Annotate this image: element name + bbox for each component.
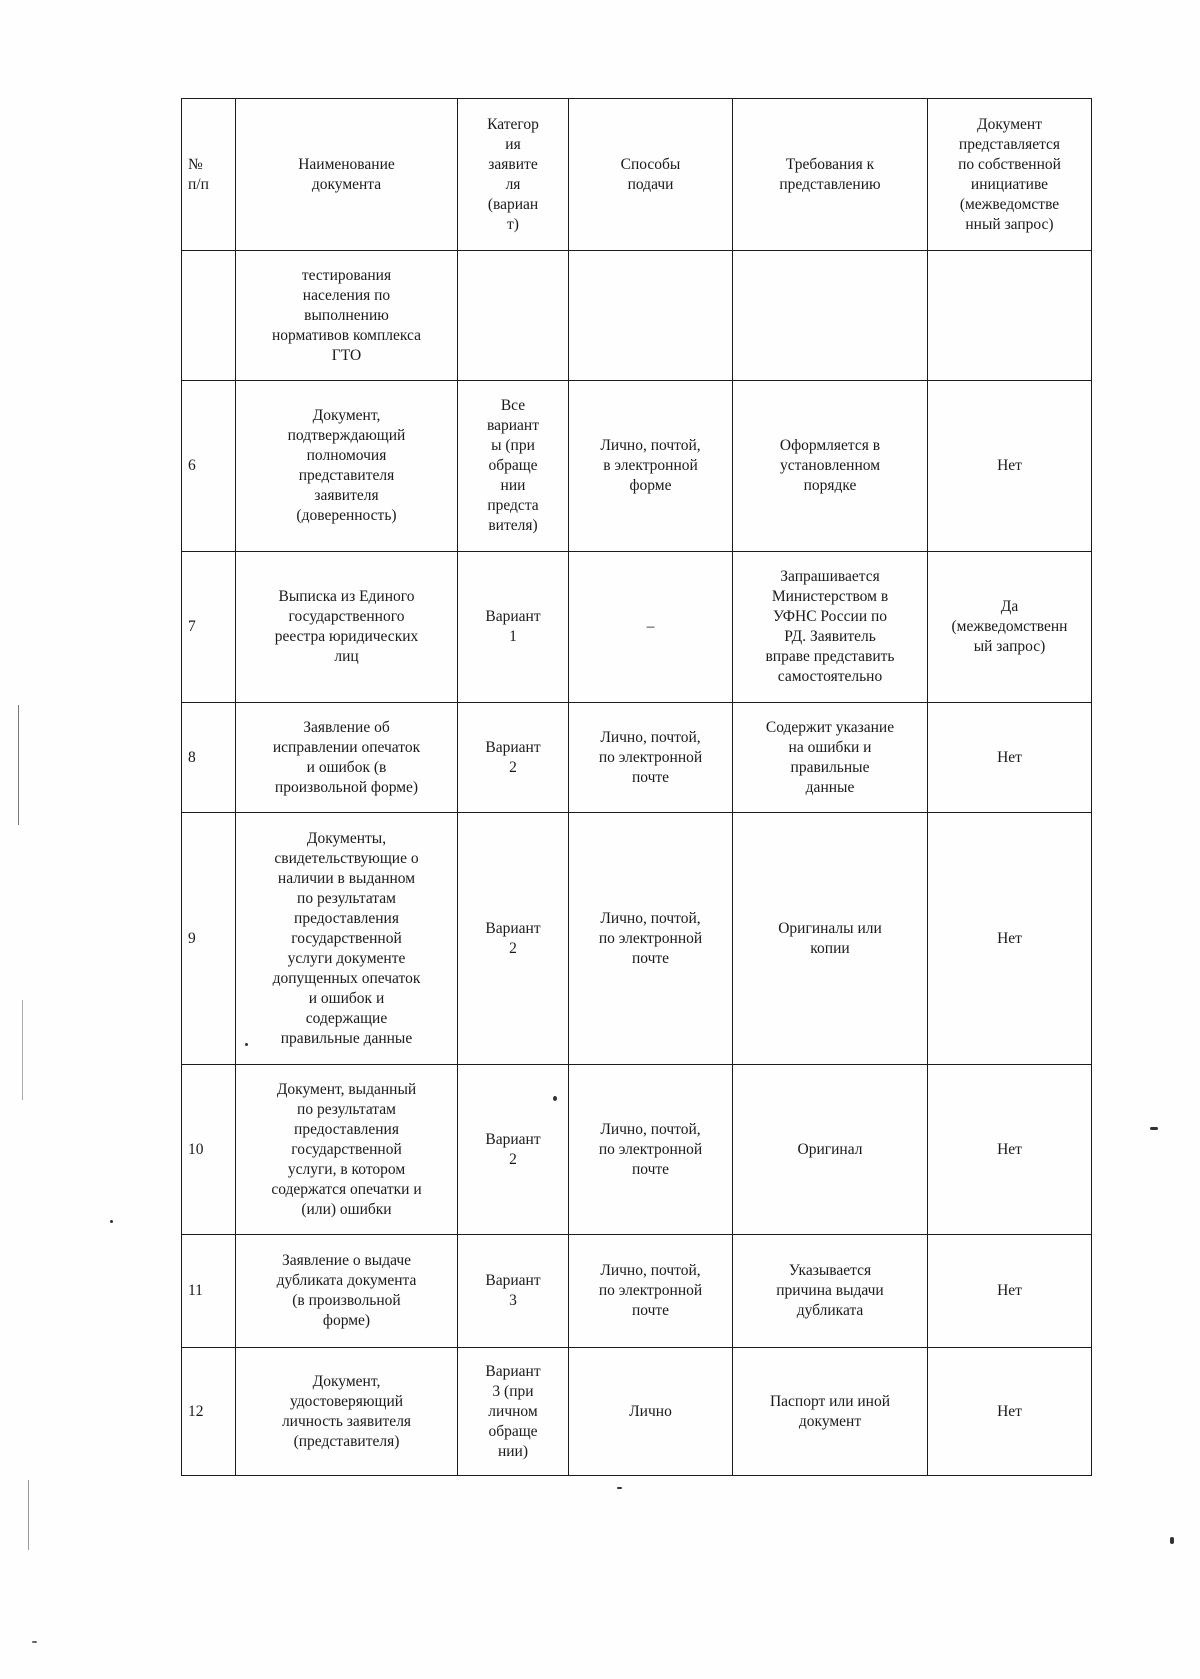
row-requirements: Оригинал (733, 1065, 928, 1235)
header-submission-methods: Способы подачи (569, 99, 733, 251)
row-category: Вариант 1 (458, 552, 569, 703)
row-methods: Лично, почтой, в электронной форме (569, 381, 733, 552)
scan-artifact-line (28, 1480, 29, 1550)
row-number (182, 251, 236, 381)
row-requirements: Оформляется в установленном порядке (733, 381, 928, 552)
row-category: Вариант 2 (458, 813, 569, 1065)
table-row (182, 703, 1092, 813)
scan-artifact-speck (553, 1096, 557, 1101)
row-methods: Лично, почтой, по электронной почте (569, 1235, 733, 1348)
header-number: № п/п (182, 99, 236, 251)
row-methods (569, 251, 733, 381)
table-row (182, 251, 1092, 381)
row-requirements: Оригиналы или копии (733, 813, 928, 1065)
row-document-name: тестирования населения по выполнению нормативов комплекса ГТО (236, 251, 458, 381)
row-document-name: Заявление об исправлении опечаток и ошибок (в произвольной форме) (236, 703, 458, 813)
row-initiative: Нет (928, 1348, 1092, 1476)
row-category: Вариант 2 (458, 703, 569, 813)
scan-artifact-line (22, 1000, 23, 1100)
header-applicant-category: Категор ия заявите ля (вариан т) (458, 99, 569, 251)
row-number: 12 (182, 1348, 236, 1476)
row-initiative: Нет (928, 1065, 1092, 1235)
documents-table (181, 98, 1092, 1476)
row-document-name: Документы, свидетельствующие о наличии в выданном по результатам предоставления государственной услуги документе допущенных опечаток и ошибок и содержащие правильные данные (236, 813, 458, 1065)
table-row (182, 552, 1092, 703)
row-methods: Лично, почтой, по электронной почте (569, 1065, 733, 1235)
row-document-name: Выписка из Единого государственного реестра юридических лиц (236, 552, 458, 703)
row-category: Все вариант ы (при обраще нии предста вителя) (458, 381, 569, 552)
row-initiative: Нет (928, 381, 1092, 552)
row-requirements: Паспорт или иной документ (733, 1348, 928, 1476)
table-row (182, 1235, 1092, 1348)
table-row (182, 381, 1092, 552)
scan-artifact-speck (245, 1043, 248, 1046)
table-row (182, 1348, 1092, 1476)
row-requirements: Указывается причина выдачи дубликата (733, 1235, 928, 1348)
row-number: 6 (182, 381, 236, 552)
row-initiative: Нет (928, 703, 1092, 813)
row-initiative (928, 251, 1092, 381)
scan-artifact-speck (32, 1641, 37, 1643)
scan-artifact-speck (1150, 1127, 1158, 1130)
row-category: Вариант 2 (458, 1065, 569, 1235)
row-number: 11 (182, 1235, 236, 1348)
row-initiative: Нет (928, 1235, 1092, 1348)
header-document-name: Наименование документа (236, 99, 458, 251)
header-requirements: Требования к представлению (733, 99, 928, 251)
row-document-name: Заявление о выдаче дубликата документа (в произвольной форме) (236, 1235, 458, 1348)
row-document-name: Документ, подтверждающий полномочия представителя заявителя (доверенность) (236, 381, 458, 552)
row-methods: Лично (569, 1348, 733, 1476)
table-row (182, 813, 1092, 1065)
row-category: Вариант 3 (при личном обраще нии) (458, 1348, 569, 1476)
row-document-name: Документ, удостоверяющий личность заявителя (представителя) (236, 1348, 458, 1476)
row-requirements (733, 251, 928, 381)
header-own-initiative: Документ представляется по собственной инициативе (межведомстве нный запрос) (928, 99, 1092, 251)
row-category: Вариант 3 (458, 1235, 569, 1348)
row-number: 8 (182, 703, 236, 813)
row-initiative: Да (межведомственн ый запрос) (928, 552, 1092, 703)
scan-artifact-speck (617, 1487, 622, 1489)
row-methods: – (569, 552, 733, 703)
table-row (182, 1065, 1092, 1235)
row-document-name: Документ, выданный по результатам предоставления государственной услуги, в котором содержатся опечатки и (или) ошибки (236, 1065, 458, 1235)
row-requirements: Содержит указание на ошибки и правильные данные (733, 703, 928, 813)
scan-artifact-speck (110, 1220, 113, 1223)
table-header-row (182, 99, 1092, 251)
row-number: 7 (182, 552, 236, 703)
row-category (458, 251, 569, 381)
scan-artifact-line (18, 705, 19, 825)
row-requirements: Запрашивается Министерством в УФНС России по РД. Заявитель вправе представить самостоятельно (733, 552, 928, 703)
row-methods: Лично, почтой, по электронной почте (569, 703, 733, 813)
row-number: 10 (182, 1065, 236, 1235)
row-initiative: Нет (928, 813, 1092, 1065)
row-number: 9 (182, 813, 236, 1065)
scan-artifact-speck (1170, 1537, 1174, 1544)
row-methods: Лично, почтой, по электронной почте (569, 813, 733, 1065)
